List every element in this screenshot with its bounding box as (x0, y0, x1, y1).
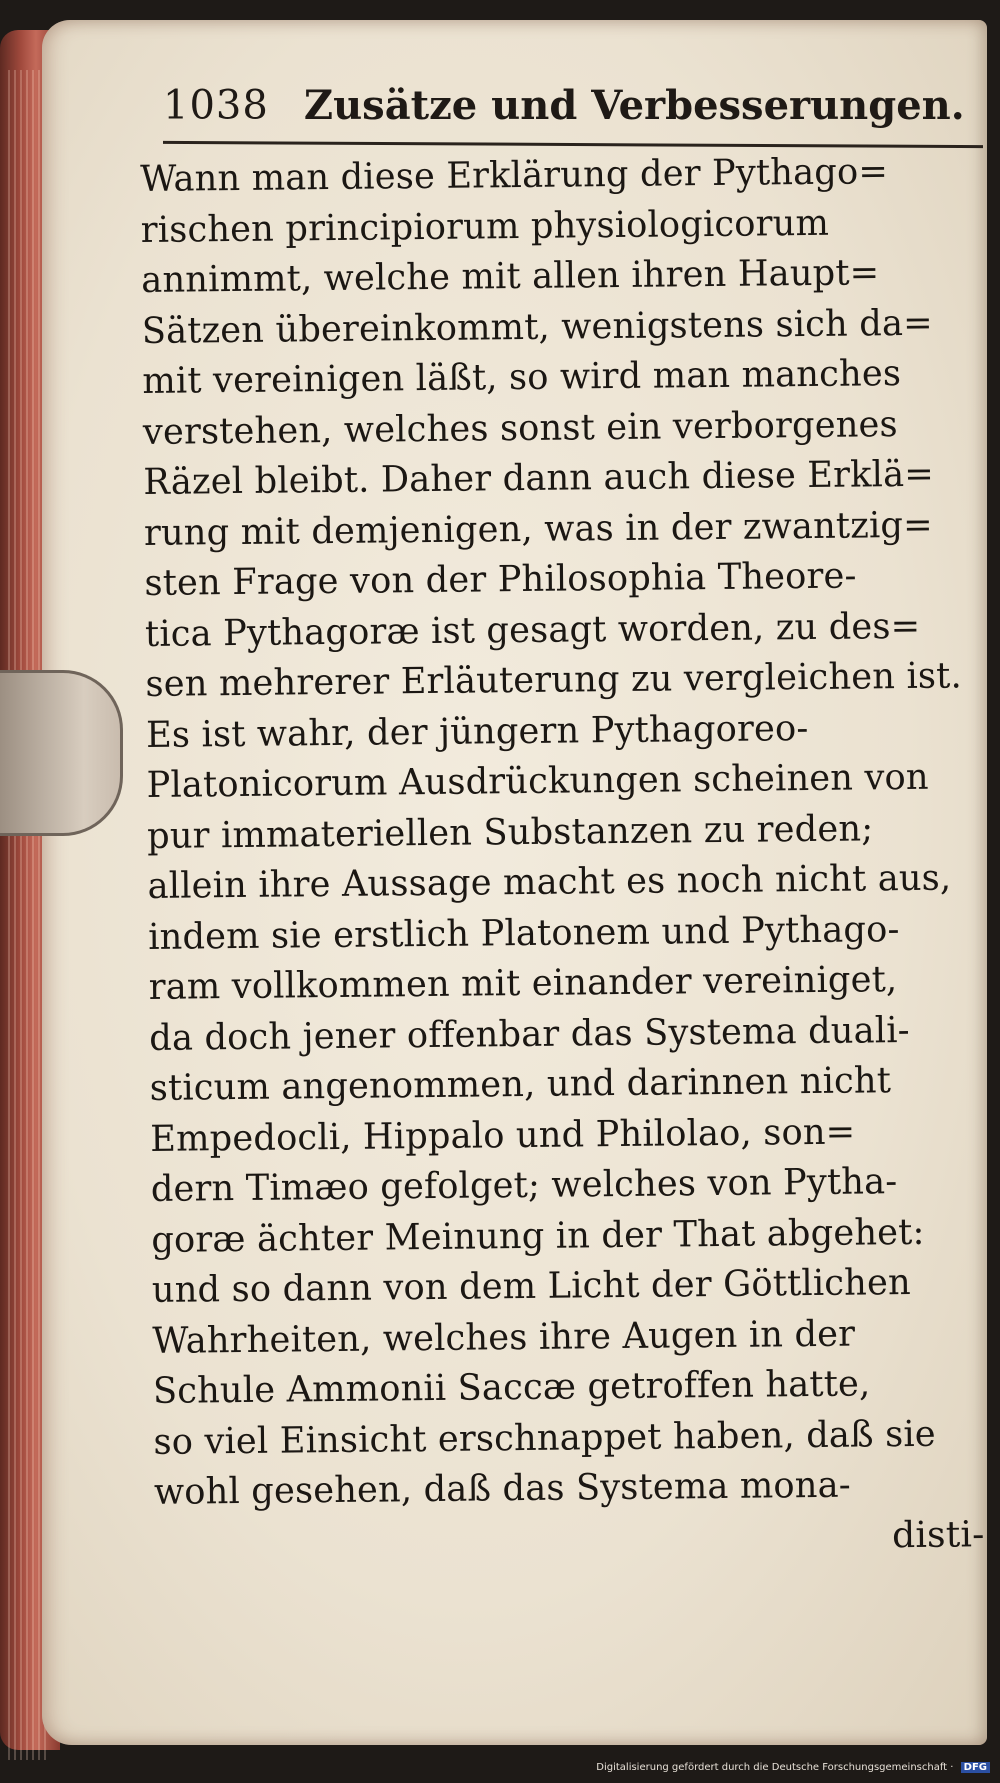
text-line: verstehen, welches sonst ein verborgenes (142, 403, 899, 453)
text-line: Wahrheiten, welches ihre Augen in der (152, 1313, 856, 1362)
dfg-logo: DFG (961, 1762, 990, 1773)
credit-text: Digitalisierung gefördert durch die Deutsche Forschungsgemeinschaft · (596, 1762, 954, 1773)
text-line: rischen principiorum physiologicorum (140, 202, 830, 251)
text-line: sen mehrerer Erläuterung zu vergleichen ist. (145, 655, 963, 705)
running-head-title: Zusätze und Verbesserungen. (303, 82, 965, 129)
text-line: allein ihre Aussage macht es noch nicht aus, (147, 857, 952, 907)
text-line: da doch jener offenbar das Systema duali- (149, 1009, 910, 1059)
text-line: und so dann von dem Licht der Göttlichen (151, 1261, 912, 1311)
text-line: rung mit demjenigen, was in der zwantzig= (143, 504, 933, 554)
text-line: Platonicorum Ausdrückungen scheinen von (146, 756, 929, 806)
text-line: ram vollkommen mit einander vereiniget, (148, 959, 898, 1008)
page-clip-tab (0, 670, 123, 836)
text-line: wohl gesehen, daß das Systema mona- (153, 1464, 852, 1513)
text-line: so viel Einsicht erschnappet haben, daß sie (153, 1413, 936, 1463)
text-line: tica Pythagoræ ist gesagt worden, zu des= (144, 605, 921, 655)
text-line: sten Frage von der Philosophia Theore- (144, 555, 857, 604)
body-text (140, 146, 1000, 1569)
text-line: Es ist wahr, der jüngern Pythagoreo- (145, 707, 809, 756)
text-line: Wann man diese Erklärung der Pythago= (140, 151, 889, 200)
text-line: pur immateriellen Substanzen zu reden; (146, 807, 874, 857)
catchword: disti- (891, 1513, 985, 1556)
digitization-credit (596, 1762, 990, 1773)
text-line: dern Timæo gefolget; welches von Pytha- (150, 1161, 898, 1210)
text-line: sticum angenommen, und darinnen nicht (149, 1060, 892, 1109)
text-line: mit vereinigen läßt, so wird man manches (142, 353, 902, 402)
page-number: 1038 (163, 82, 269, 129)
text-line: indem sie erstlich Platonem und Pythago- (147, 908, 900, 958)
text-line: annimmt, welche mit allen ihren Haupt= (141, 252, 880, 301)
running-head (163, 82, 965, 142)
text-line: Sätzen übereinkommt, wenigstens sich da= (141, 302, 933, 352)
text-line: Schule Ammonii Saccæ getroffen hatte, (152, 1363, 871, 1412)
text-line: Räzel bleibt. Daher dann auch diese Erklä= (143, 453, 935, 503)
text-line: Empedocli, Hippalo und Philolao, son= (150, 1111, 856, 1160)
text-line: goræ ächter Meinung in der That abgehet: (151, 1211, 925, 1261)
